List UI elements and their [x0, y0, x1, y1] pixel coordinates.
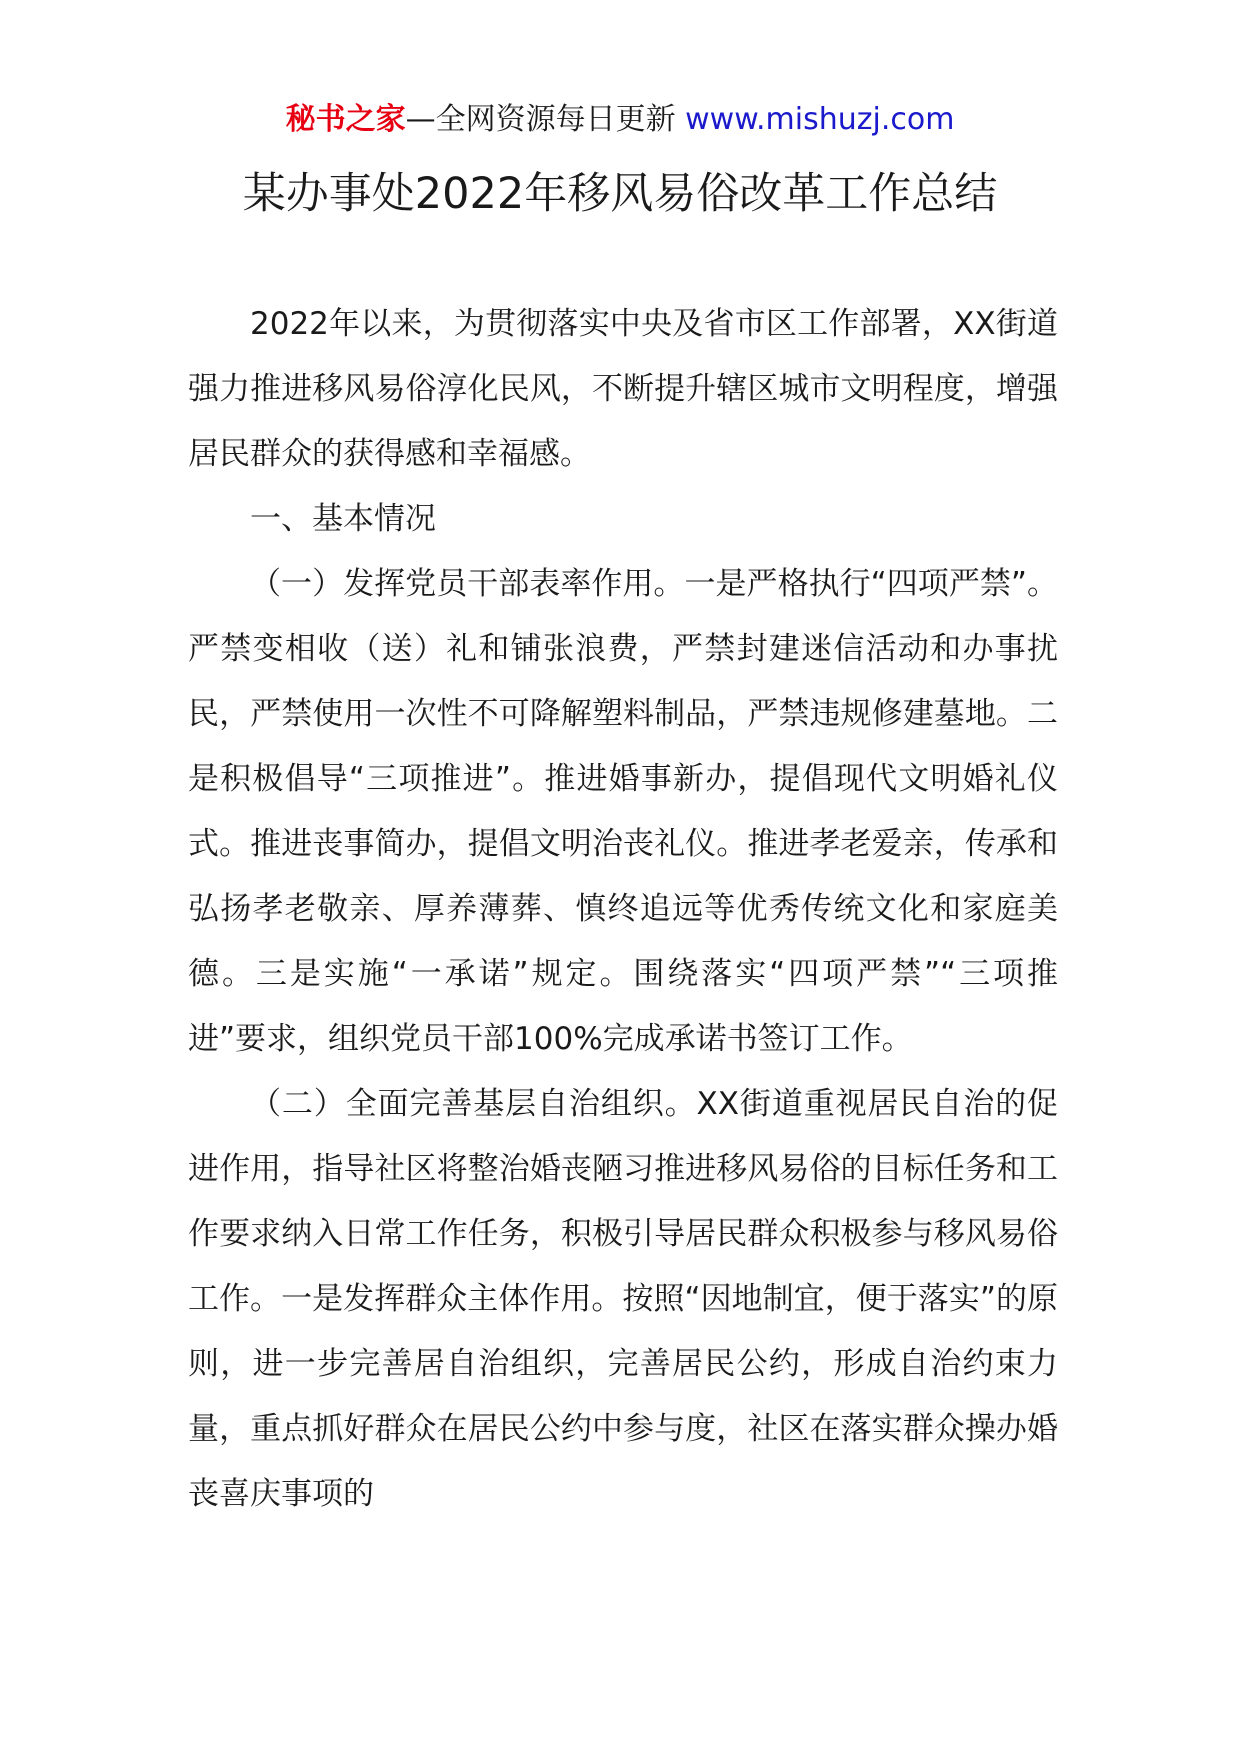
site-name: 秘书之家 [285, 102, 406, 137]
document-body [188, 292, 1058, 1527]
site-url-link[interactable]: www.mishuzj.com [685, 102, 955, 137]
paragraph-grassroots-autonomy: （二）全面完善基层自治组织。XX街道重视居民自治的促进作用，指导社区将整治婚丧陋习推进移风易俗的目标任务和工作要求纳入日常工作任务，积极引导居民群众积极参与移风易俗工作。一是发挥群众主体作用。按照“因地制宜，便于落实”的原则，进一步完善居自治组织，完善居民公约，形成自治约束力量，重点抓好群众在居民公约中参与度，社区在落实群众操办婚丧喜庆事项的 [188, 1086, 1058, 1512]
intro-paragraph: 2022年以来，为贯彻落实中央及省市区工作部署，XX街道强力推进移风易俗淳化民风，不断提升辖区城市文明程度，增强居民群众的获得感和幸福感。 [188, 306, 1058, 472]
paragraph-party-cadres-role: （一）发挥党员干部表率作用。一是严格执行“四项严禁”。严禁变相收（送）礼和铺张浪费，严禁封建迷信活动和办事扰民，严禁使用一次性不可降解塑料制品，严禁违规修建墓地。二是积极倡导“三项推进”。推进婚事新办，提倡现代文明婚礼仪式。推进丧事简办，提倡文明治丧礼仪。推进孝老爱亲，传承和弘扬孝老敬亲、厚养薄葬、慎终追远等优秀传统文化和家庭美德。三是实施“一承诺”规定。围绕落实“四项严禁”“三项推进”要求，组织党员干部100%完成承诺书签订工作。 [188, 566, 1058, 1057]
site-slogan: —全网资源每日更新 [405, 102, 676, 137]
site-header [0, 100, 1240, 140]
section-heading-basic-situation: 一、基本情况 [250, 501, 436, 537]
document-title: 某办事处2022年移风易俗改革工作总结 [242, 169, 998, 219]
